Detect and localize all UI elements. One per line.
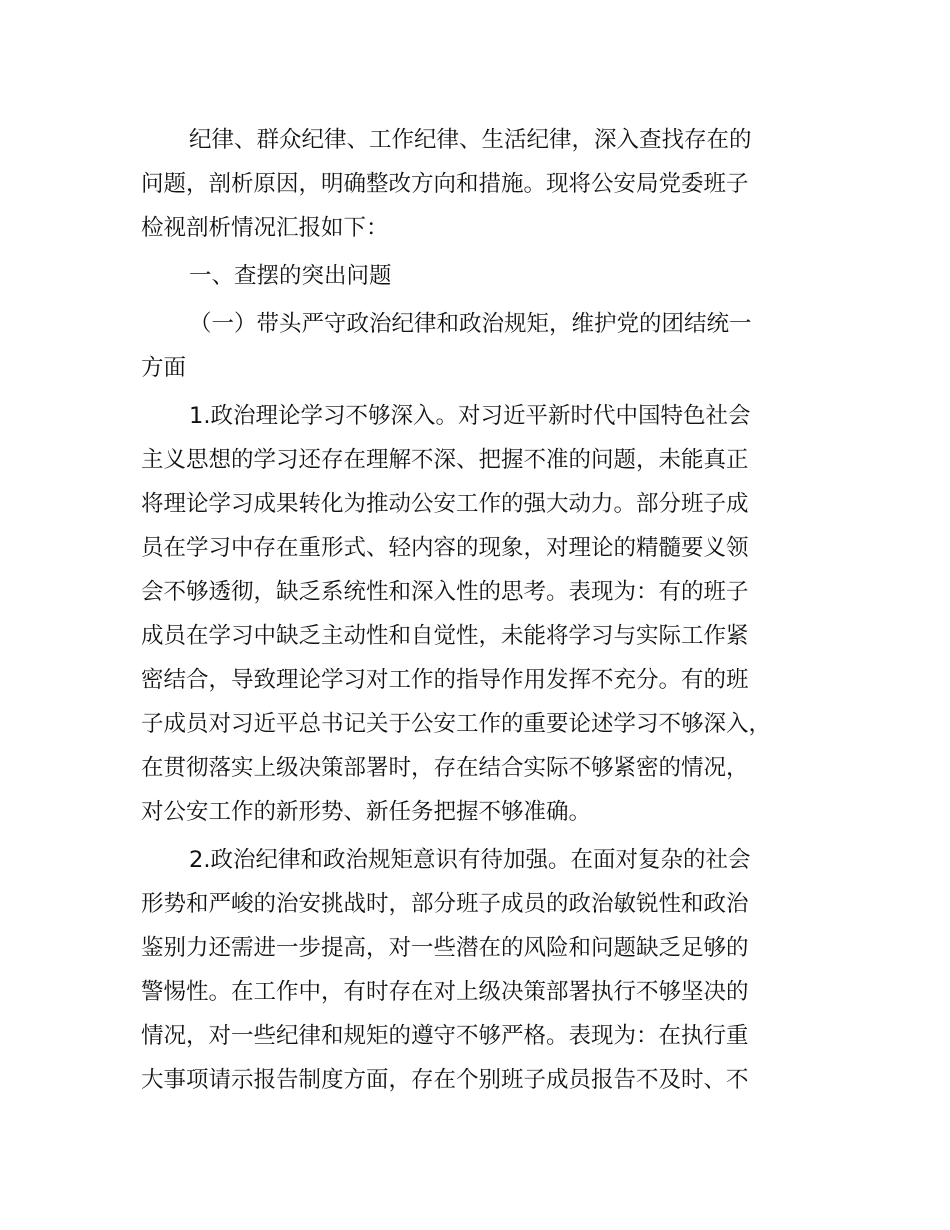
text-line: （一）带头严守政治纪律和政治规矩，维护党的团结统一 [189,311,752,337]
section-heading [141,254,831,298]
text-line: 警惕性。在工作中，有时存在对上级决策部署执行不够坚决的 [141,979,749,1005]
text-line: 纪律、群众纪律、工作纪律、生活纪律，深入查找存在的 [189,127,752,153]
text-line: 密结合，导致理论学习对工作的指导作用发挥不充分。有的班 [141,667,749,693]
text-line: 鉴别力还需进一步提高，对一些潜在的风险和问题缺乏足够的 [141,935,749,961]
text-line: 问题，剖析原因，明确整改方向和措施。现将公安局党委班子 [141,171,749,197]
item-paragraph-2 [141,838,831,1102]
text-line: 在贯彻落实上级决策部署时，存在结合实际不够紧密的情况， [141,755,749,781]
text-line: 情况，对一些纪律和规矩的遵守不够严格。表现为：在执行重 [141,1023,749,1049]
text-line: 员在学习中存在重形式、轻内容的现象，对理论的精髓要义领 [141,535,749,561]
item-paragraph-1 [141,394,831,834]
text-line: 2.政治纪律和政治规矩意识有待加强。在面对复杂的社会 [189,847,751,873]
intro-paragraph [141,118,831,250]
text-line: 主义思想的学习还存在理解不深、把握不准的问题，未能真正 [141,447,749,473]
text-line: 检视剖析情况汇报如下： [141,215,389,241]
text-line: 方面 [141,355,187,381]
text-line: 1.政治理论学习不够深入。对习近平新时代中国特色社会 [189,403,751,429]
text-line: 一、查摆的突出问题 [189,263,392,289]
document-body [141,118,831,1102]
text-line: 会不够透彻，缺乏系统性和深入性的思考。表现为：有的班子 [141,579,749,605]
text-line: 子成员对习近平总书记关于公安工作的重要论述学习不够深入， [141,711,772,737]
text-line: 对公安工作的新形势、新任务把握不够准确。 [141,799,592,825]
text-line: 大事项请示报告制度方面，存在个别班子成员报告不及时、不 [141,1067,749,1093]
text-line: 将理论学习成果转化为推动公安工作的强大动力。部分班子成 [141,491,749,517]
text-line: 形势和严峻的治安挑战时，部分班子成员的政治敏锐性和政治 [141,891,749,917]
text-line: 成员在学习中缺乏主动性和自觉性，未能将学习与实际工作紧 [141,623,749,649]
subsection-heading [141,302,831,390]
